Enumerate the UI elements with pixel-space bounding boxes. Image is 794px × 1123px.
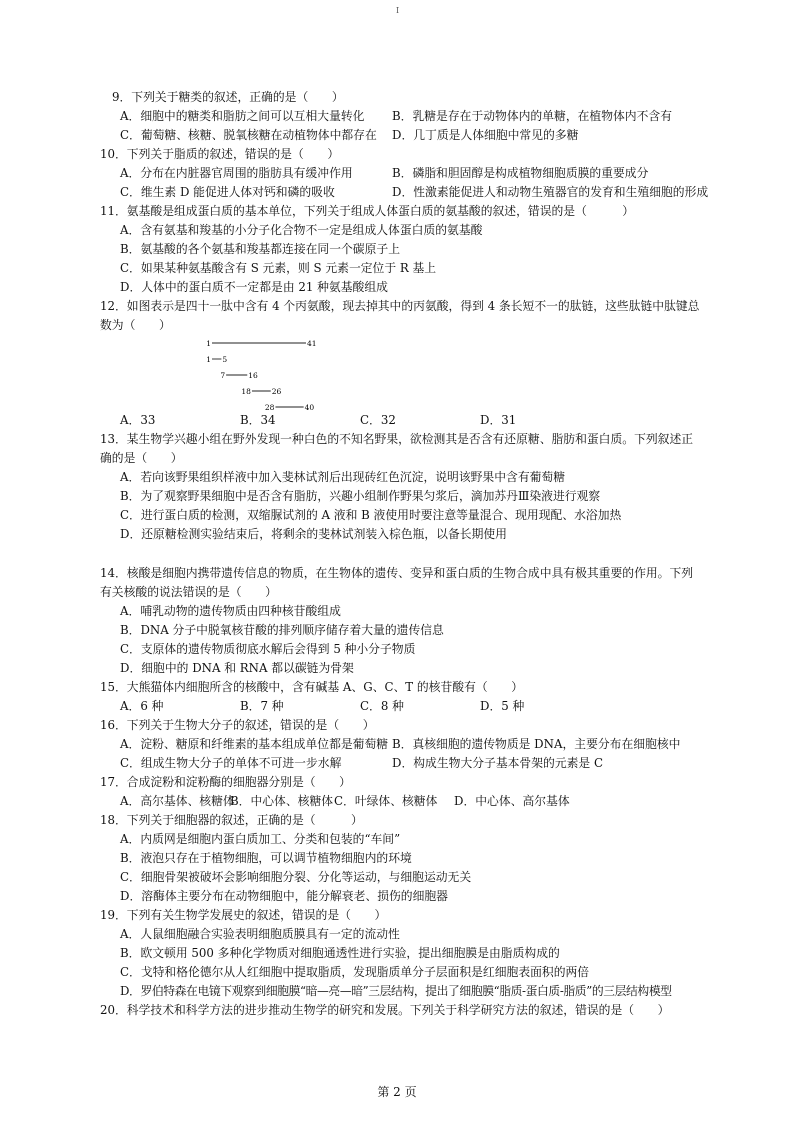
option-row (100, 183, 718, 202)
option-row (100, 735, 718, 754)
peptide-diagram-svg (100, 335, 718, 411)
option-b: B．为了观察野果细胞中是否含有脂肪，兴趣小组制作野果匀浆后，滴加苏丹Ⅲ染液进行观察 (120, 489, 601, 503)
question-15 (100, 678, 718, 716)
option-row (100, 792, 718, 811)
option-row (100, 164, 718, 183)
segment-start-label: 7 (220, 371, 226, 380)
question-stem: 11．氨基酸是组成蛋白质的基本单位，下列关于组成人体蛋白质的氨基酸的叙述，错误的是（ ） (100, 204, 635, 218)
segment-start-label: 18 (241, 387, 251, 396)
segment-start-label: 28 (264, 403, 275, 411)
option-b: B．欧文顿用 500 多种化学物质对细胞通透性进行实验，提出细胞膜是由脂质构成的 (120, 946, 560, 960)
option-row (100, 411, 718, 430)
question-12 (100, 297, 718, 430)
option-a: A．分布在内脏器官周围的脂肪具有缓冲作用 (120, 166, 353, 180)
option-c: C．如果某种氨基酸含有 S 元素，则 S 元素一定位于 R 基上 (120, 261, 437, 275)
question-stem: 12．如图表示是四十一肽中含有 4 个丙氨酸，现去掉其中的丙氨酸，得到 4 条长短不一的肽链，这些肽链中肽键总 (100, 299, 700, 313)
option-d: D．罗伯特森在电镜下观察到细胞膜“暗—亮—暗”三层结构，提出了细胞膜“脂质-蛋白质-脂质”的三层结构模型 (120, 984, 672, 998)
question-stem: 19．下列有关生物学发展史的叙述，错误的是（ ） (100, 908, 387, 922)
option-row (100, 754, 718, 773)
option-c: C．8 种 (360, 699, 404, 713)
question-18 (100, 811, 718, 906)
segment-end-label: 41 (307, 339, 317, 348)
option-b: B．乳糖是存在于动物体内的单糖，在植物体内不含有 (392, 109, 672, 123)
option-d: D．31 (480, 413, 517, 427)
page-number: 第 2 页 (377, 1085, 417, 1099)
option-b: B．34 (240, 413, 276, 427)
option-d: D．5 种 (480, 699, 525, 713)
option-b: B．磷脂和胆固醇是构成植物细胞质膜的重要成分 (392, 166, 649, 180)
option-a: A．6 种 (120, 699, 164, 713)
option-a: A．含有氨基和羧基的小分子化合物不一定是组成人体蛋白质的氨基酸 (120, 223, 483, 237)
question-stem: 15．大熊猫体内细胞所含的核酸中，含有碱基 A、G、C、T 的核苷酸有（ ） (100, 680, 524, 694)
question-stem: 17．合成淀粉和淀粉酶的细胞器分别是（ ） (100, 775, 351, 789)
option-c: C．维生素 D 能促进人体对钙和磷的吸收 (120, 185, 335, 199)
segment-end-label: 40 (304, 403, 315, 411)
question-stem: 10．下列关于脂质的叙述，错误的是（ ） (100, 147, 340, 161)
option-c: C．戈特和格伦德尔从人红细胞中提取脂质，发现脂质单分子层面积是红细胞表面积的两倍 (120, 965, 590, 979)
option-a: A．33 (120, 413, 156, 427)
option-d: D．性激素能促进人和动物生殖器官的发育和生殖细胞的形成 (392, 185, 709, 199)
question-19 (100, 906, 718, 1001)
question-stem: 18．下列关于细胞器的叙述，正确的是（ ） (100, 813, 363, 827)
question-stem: 9．下列关于糖类的叙述，正确的是（ ） (112, 90, 344, 104)
question-17 (100, 773, 718, 811)
option-c: C．进行蛋白质的检测，双缩脲试剂的 A 液和 B 液使用时要注意等量混合、现用现配、水浴加热 (120, 508, 622, 522)
option-c: C．支原体的遗传物质彻底水解后会得到 5 种小分子物质 (120, 642, 416, 656)
question-14 (100, 564, 718, 678)
option-b: B．真核细胞的遗传物质是 DNA，主要分布在细胞核中 (392, 737, 681, 751)
question-stem-continued: 确的是（ ） (100, 451, 183, 465)
option-b: B．7 种 (240, 699, 284, 713)
option-b: B．液泡只存在于植物细胞，可以调节植物细胞内的环境 (120, 851, 412, 865)
option-b: B．中心体、核糖体 (230, 794, 334, 808)
option-a: A．高尔基体、核糖体 (120, 794, 235, 808)
option-d: D．溶酶体主要分布在动物细胞中，能分解衰老、损伤的细胞器 (120, 889, 448, 903)
segment-end-label: 26 (271, 387, 282, 396)
question-stem: 20．科学技术和科学方法的进步推动生物学的研究和发展。下列关于科学研究方法的叙述，错误的是（ ） (100, 1003, 670, 1017)
option-d: D．还原糖检测实验结束后，将剩余的斐林试剂装入棕色瓶，以备长期使用 (120, 527, 507, 541)
header-mark: I (396, 6, 400, 15)
option-a: A．哺乳动物的遗传物质由四种核苷酸组成 (120, 604, 341, 618)
option-d: D．中心体、高尔基体 (454, 794, 570, 808)
option-c: C．叶绿体、核糖体 (334, 794, 438, 808)
question-9 (100, 88, 718, 145)
option-c: C．组成生物大分子的单体不可进一步水解 (120, 756, 342, 770)
segment-end-label: 16 (248, 371, 258, 380)
option-c: C．32 (360, 413, 396, 427)
question-20 (100, 1001, 718, 1020)
option-a: A．细胞中的糖类和脂肪之间可以互相大量转化 (120, 109, 365, 123)
option-b: B．氨基酸的各个氨基和羧基都连接在同一个碳原子上 (120, 242, 400, 256)
segment-end-label: 5 (222, 355, 228, 364)
option-d: D．细胞中的 DNA 和 RNA 都以碳链为骨架 (120, 661, 354, 675)
option-a: A．人鼠细胞融合实验表明细胞质膜具有一定的流动性 (120, 927, 400, 941)
option-row (100, 697, 718, 716)
option-d: D．构成生物大分子基本骨架的元素是 C (392, 756, 603, 770)
question-list (100, 88, 718, 1020)
section-gap (100, 544, 718, 564)
question-stem-continued: 数为（ ） (100, 318, 171, 332)
option-a: A．内质网是细胞内蛋白质加工、分类和包装的“车间” (120, 832, 401, 846)
option-d: D．人体中的蛋白质不一定都是由 21 种氨基酸组成 (120, 280, 388, 294)
option-d: D．几丁质是人体细胞中常见的多糖 (392, 128, 579, 142)
question-stem: 16．下列关于生物大分子的叙述，错误的是（ ） (100, 718, 375, 732)
question-stem-continued: 有关核酸的说法错误的是（ ） (100, 585, 277, 599)
segment-start-label: 1 (206, 339, 211, 348)
option-c: C．细胞骨架被破坏会影响细胞分裂、分化等运动，与细胞运动无关 (120, 870, 472, 884)
question-13 (100, 430, 718, 544)
option-c: C．葡萄糖、核糖、脱氧核糖在动植物体中都存在 (120, 128, 377, 142)
question-11 (100, 202, 718, 297)
option-a: A．若向该野果组织样液中加入斐林试剂后出现砖红色沉淀，说明该野果中含有葡萄糖 (120, 470, 566, 484)
option-b: B．DNA 分子中脱氧核苷酸的排列顺序储存着大量的遗传信息 (120, 623, 444, 637)
option-row (100, 107, 718, 126)
question-stem: 13．某生物学兴趣小组在野外发现一种白色的不知名野果，欲检测其是否含有还原糖、脂肪和蛋白质。下列叙述正 (100, 432, 694, 446)
question-stem: 14．核酸是细胞内携带遗传信息的物质，在生物体的遗传、变异和蛋白质的生物合成中具有极其重要的作用。下列 (100, 566, 694, 580)
option-row (100, 126, 718, 145)
option-a: A．淀粉、糖原和纤维素的基本组成单位都是葡萄糖 (120, 737, 389, 751)
segment-start-label: 1 (206, 355, 211, 364)
peptide-chain-diagram (100, 335, 718, 411)
question-16 (100, 716, 718, 773)
question-10 (100, 145, 718, 202)
